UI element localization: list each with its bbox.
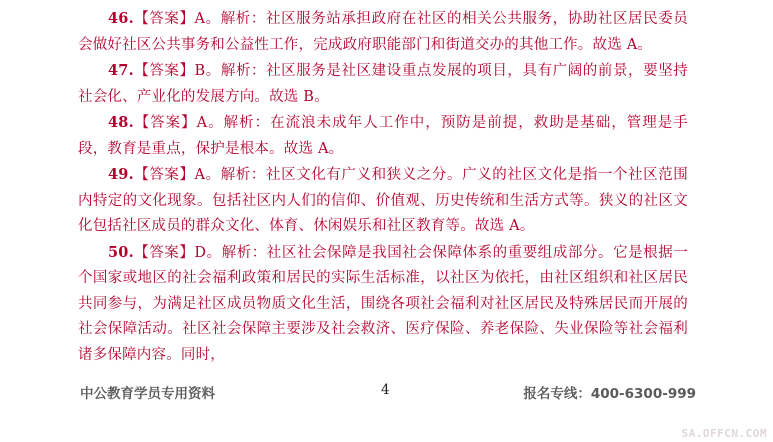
answer-item-46 [78,6,688,58]
answer-item-47 [78,58,688,110]
explanation-text: 解析：社区服务是社区建设重点发展的项目，具有广阔的前景，要坚持社会化、产业化的发展方向。故选 B。 [78,63,688,105]
answer-label: 【答案】A。 [133,11,221,27]
explanation-text: 解析：社区服务站承担政府在社区的相关公共服务，协助社区居民委员会做好社区公共事务和公益性工作，完成政府职能部门和街道交办的其他工作。故选 A。 [78,11,689,53]
answer-explanations [78,6,688,368]
question-number: 47. [108,62,134,79]
explanation-text: 解析：社区社会保障是我国社会保障体系的重要组成部分。它是根据一个国家或地区的社会福利政策和居民的实际生活标准，以社区为依托，由社区组织和社区居民共同参与，为满足社区成员物质文化生活，围绕各项社会福利对社区居民及特殊居民而开展的社会保障活动。社区社会保障主要涉及社会救济、医疗保险、养老保险、失业保险等社会福利诸多保障内容。同时， [78,244,688,363]
page-number: 4 [381,382,390,398]
question-number: 48. [108,114,134,131]
explanation-text: 解析：社区文化有广义和狭义之分。广义的社区文化是指一个社区范围内特定的文化现象。包括社区内人们的信仰、价值观、历史传统和生活方式等。狭义的社区文化包括社区成员的群众文化、体育、休闲娱乐和社区教育等。故选 A。 [78,167,689,234]
answer-item-48 [78,110,688,162]
question-number: 49. [108,166,134,183]
answer-label: 【答案】D。 [133,244,222,261]
answer-item-49 [78,162,688,240]
question-number: 50. [108,243,134,261]
footer-publisher: 中公教育学员专用资料 [80,386,215,402]
page-footer [80,382,696,406]
answer-label: 【答案】B。 [133,63,221,79]
question-number: 46. [108,10,134,27]
site-watermark: SA.OFFCN.COM [681,427,767,440]
answer-label: 【答案】A。 [133,115,224,131]
explanation-text: 解析：在流浪未成年人工作中，预防是前提，救助是基础，管理是手段，教育是重点，保护是根本。故选 A。 [78,115,688,157]
answer-label: 【答案】A。 [133,167,221,183]
footer-hotline: 报名专线：400-6300-999 [523,386,696,402]
answer-item-50 [78,240,688,369]
